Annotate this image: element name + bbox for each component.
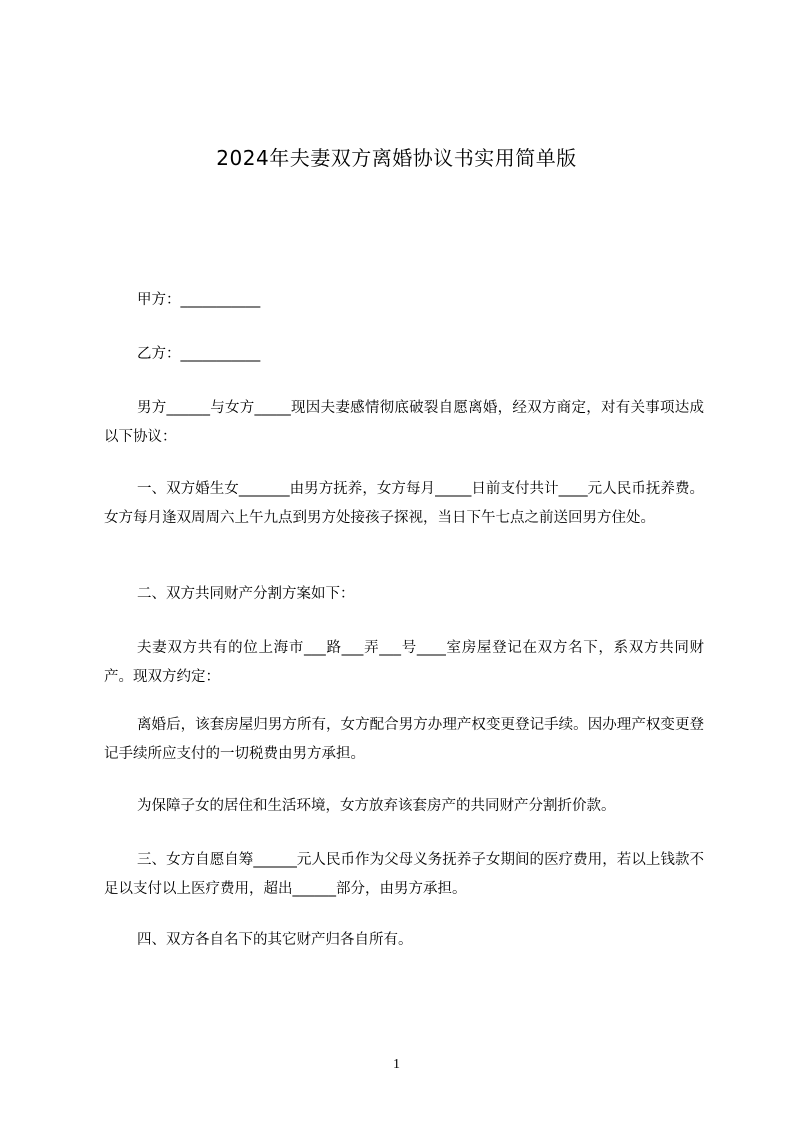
clause-2-house-ownership: 离婚后，该套房屋归男方所有，女方配合男方办理产权变更登记手续。因办理产权变更登记手续所应支付的一切税费由男方承担。: [104, 717, 704, 762]
clause-2-property: 夫妻双方共有的位上海市___路___弄___号____室房屋登记在双方名下，系双方共同财产。现双方约定：: [104, 640, 704, 685]
clause-4-other-property: 四、双方各自名下的其它财产归各自所有。: [137, 932, 413, 948]
clause-3-medical: 三、女方自愿自筹______元人民币作为父母义务抚养子女期间的医疗费用，若以上钱款不足以支付以上医疗费用，超出______部分，由男方承担。: [104, 852, 704, 897]
page-number: 1: [393, 1057, 400, 1072]
clause-2-waiver: 为保障子女的居住和生活环境，女方放弃该套房产的共同财产分割折价款。: [137, 798, 616, 814]
clause-1-child-custody: 一、双方婚生女_______由男方抚养，女方每月_____日前支付共计____元人民币抚养费。女方每月逢双周周六上午九点到男方处接孩子探视，当日下午七点之前送回男方住处。: [104, 481, 704, 526]
document-title: 2024年夫妻双方离婚协议书实用简单版: [216, 146, 577, 170]
party-a-line: 甲方：___________: [137, 292, 261, 308]
intro-paragraph: 男方______与女方_____现因夫妻感情彻底破裂自愿离婚，经双方商定，对有关事项达成以下协议：: [104, 400, 704, 445]
clause-2-heading: 二、双方共同财产分割方案如下：: [137, 586, 355, 602]
party-b-line: 乙方：___________: [137, 346, 261, 362]
